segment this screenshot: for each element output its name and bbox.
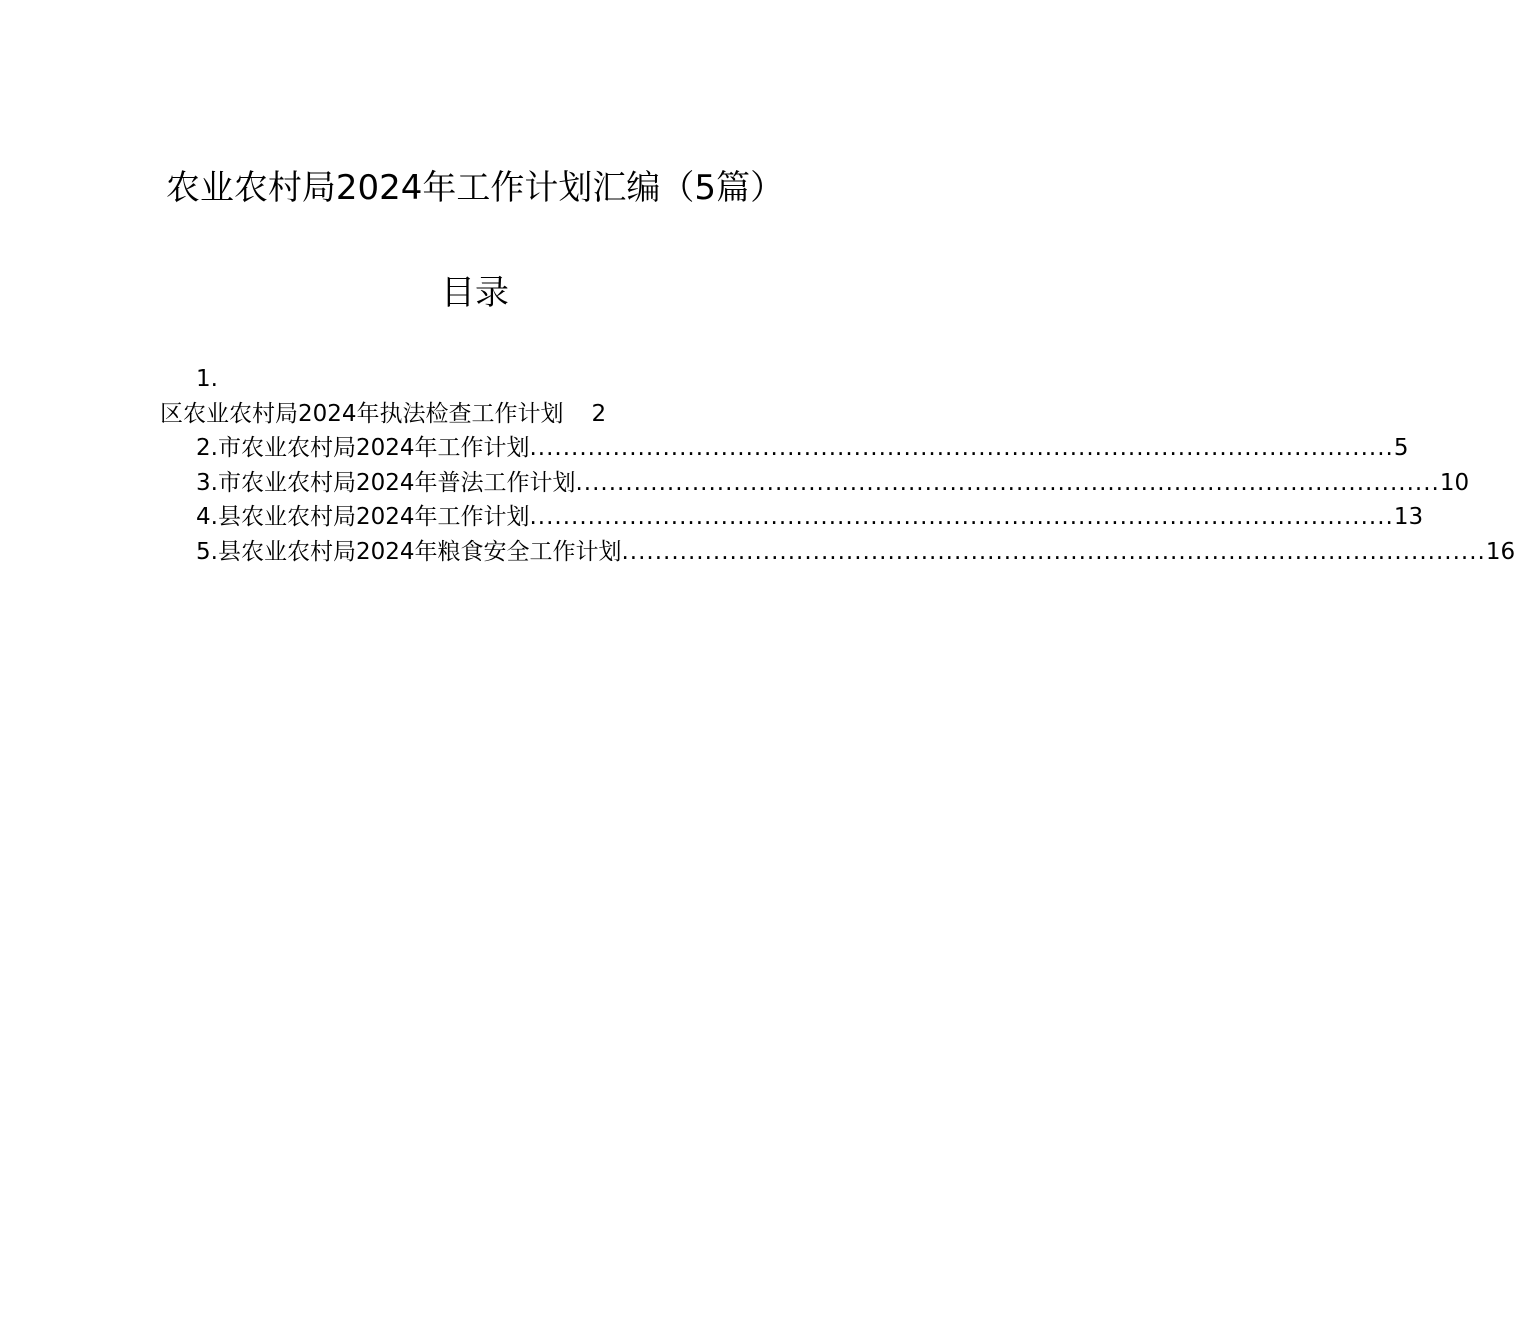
- toc-heading: 目录: [441, 273, 509, 313]
- toc-entry-number: 3.: [196, 469, 218, 496]
- table-of-contents: [160, 362, 1515, 569]
- toc-entry-2[interactable]: [160, 431, 1409, 466]
- toc-entry-page: 16: [1485, 538, 1515, 565]
- toc-entry-title: 县农业农村局2024年粮食安全工作计划: [217, 538, 622, 565]
- toc-entry-page: 10: [1439, 469, 1470, 496]
- toc-entry-1[interactable]: [160, 362, 806, 431]
- toc-entry-number: 1.: [196, 366, 218, 392]
- toc-entry-title: 区农业农村局2024年执法检查工作计划: [160, 400, 564, 427]
- toc-leader-dots: ........................................................................................................: [621, 538, 1486, 565]
- toc-leader-dots: ........................................................................................................: [529, 435, 1394, 461]
- toc-entry-3[interactable]: [160, 466, 1470, 501]
- toc-leader-dots: ........................................................................................................: [575, 469, 1440, 496]
- toc-entry-page: 13: [1393, 504, 1424, 530]
- toc-entry-5[interactable]: [160, 535, 1515, 570]
- toc-leader-dots: ........................................................................................................: [529, 504, 1394, 530]
- toc-entry-page: 2: [591, 400, 607, 427]
- document-title: 农业农村局2024年工作计划汇编（5篇）: [165, 168, 785, 208]
- toc-entry-number: 4.: [196, 504, 218, 530]
- toc-entry-title: 市农业农村局2024年普法工作计划: [217, 469, 576, 496]
- toc-entry-title: 市农业农村局2024年工作计划: [217, 435, 530, 461]
- toc-entry-number: 5.: [196, 538, 218, 565]
- toc-entry-4[interactable]: [160, 500, 1424, 535]
- toc-entry-number: 2.: [196, 435, 218, 461]
- toc-entry-page: 5: [1393, 435, 1409, 461]
- toc-entry-title: 县农业农村局2024年工作计划: [217, 504, 530, 530]
